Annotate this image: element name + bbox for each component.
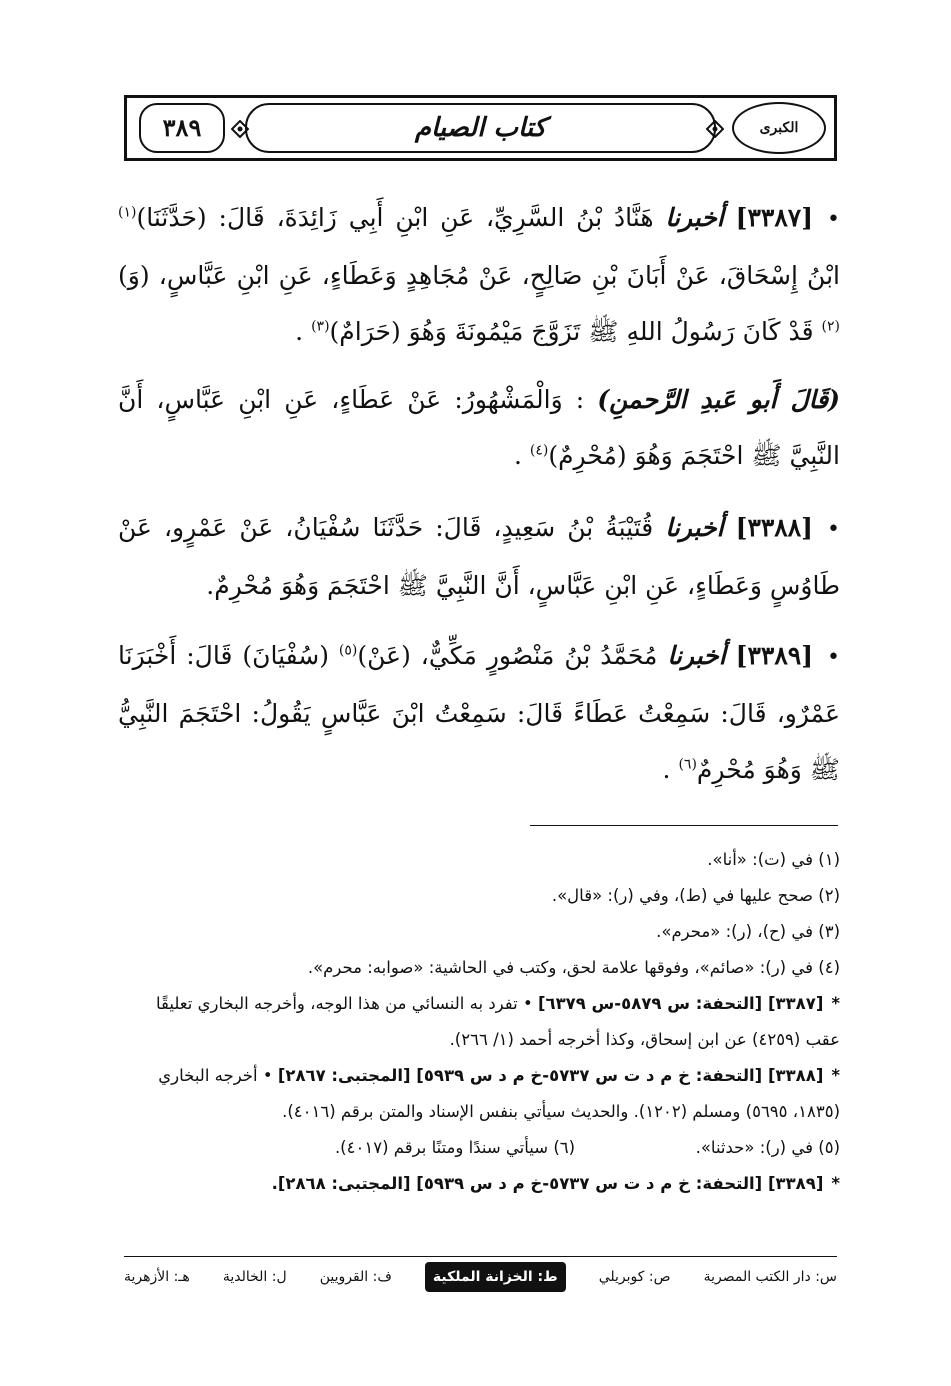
footnote-4: (٤) في (ر): «صائم»، وفوقها علامة لحق، وكتب في الحاشية: «صوابه: محرم». <box>307 958 840 977</box>
commentary-end: . <box>513 441 522 470</box>
footnote-ref: (٥) <box>338 642 358 659</box>
chapter-title: كتاب الصيام <box>414 113 547 143</box>
hadith-3388 <box>118 500 840 614</box>
footnote-3: (٣) في (ح)، (ر): «محرم». <box>656 922 840 941</box>
footnote-2: (٢) صحح عليها في (ط)، وفي (ر): «قال». <box>551 886 840 905</box>
emblem-label: الكبرى <box>759 120 799 136</box>
footnote-ref: (٤) <box>529 442 549 459</box>
footnote-5-6 <box>118 1130 840 1166</box>
footnotes <box>118 842 840 1202</box>
hadith-number: [٣٣٨٧] <box>735 203 814 232</box>
legend-divider <box>124 1256 837 1257</box>
hadith-end: . <box>662 755 671 784</box>
hadith-number: [٣٣٨٨] <box>735 513 813 542</box>
footnote-divider <box>530 825 838 826</box>
legend-item: ف: القرويين <box>319 1269 392 1285</box>
author-remark-label: (قَالَ أَبو عَبدِ الرَّحمنِ) <box>597 385 840 414</box>
commentary-3387 <box>118 372 840 484</box>
hadith-3387 <box>118 190 840 360</box>
legend-item: ل: الخالدية <box>222 1269 287 1285</box>
hadith-text: (سُفْيَانَ) قَالَ: أَخْبَرَنَا عَمْرٌو، قَالَ: سَمِعْتُ عَطَاءً قَالَ: سَمِعْتُ ابْنَ عَبَّاسٍ يَقُولُ: احْتَجَمَ النَّبِيُّ ﷺ وَهُوَ مُحْرِمٌ <box>118 641 840 784</box>
footnote-ref: (٣) <box>311 318 330 335</box>
footnote-ref: (٢) <box>821 318 840 335</box>
hadith-text: هَنَّادُ بْنُ السَّرِيِّ، عَنِ ابْنِ أَبِي زَائِدَةَ، قَالَ: (حَدَّثَنَا) <box>136 203 654 232</box>
manuscript-legend <box>124 1262 837 1292</box>
legend-item-highlighted: ط: الخزانة الملكية <box>425 1262 566 1292</box>
star-icon: * <box>831 1174 840 1193</box>
hadith-text: قَدْ كَانَ رَسُولُ اللهِ ﷺ تَزَوَّجَ مَيْمُونَةَ وَهُوَ (حَرَامٌ) <box>329 317 814 346</box>
takhrij-ref: [٣٣٨٨] [التحفة: خ م د ت س ٥٧٣٧-خ م د س ٥٩٣٩] [المجتبى: ٢٨٦٧] <box>277 1066 824 1085</box>
takhrij-text: • تفرد به النسائي من هذا الوجه، وأخرجه البخاري تعليقًا عقب (٤٢٥٩) عن ابن إسحاق، وكذا أخرجه أحمد (١/ ٢٦٦). <box>155 994 840 1049</box>
bullet-icon: • <box>827 207 841 232</box>
page-header-frame <box>124 95 837 161</box>
bullet-icon: • <box>827 517 840 542</box>
legend-item: ص: كوبريلي <box>598 1269 671 1285</box>
takhrij-text: • أخرجه البخاري (١٨٣٥، ٥٦٩٥) ومسلم (١٢٠٢). والحديث سيأتي بنفس الإسناد والمتن برقم (٤٠١٦). <box>158 1066 840 1121</box>
commentary-text: : وَالْمَشْهُورُ: عَنْ عَطَاءٍ، عَنِ ابْنِ عَبَّاسٍ، أَنَّ النَّبِيَّ ﷺ احْتَجَمَ وَهُوَ (مُحْرِمٌ) <box>118 385 840 470</box>
takhrij-ref: [٣٣٨٧] [التحفة: س ٥٨٧٩-س ٦٣٧٩] <box>537 994 824 1013</box>
bullet-icon: • <box>827 645 841 670</box>
footnote-ref: (١) <box>118 204 137 221</box>
legend-item: س: دار الكتب المصرية <box>703 1269 837 1285</box>
hadith-text: قُتَيْبَةُ بْنُ سَعِيدٍ، قَالَ: حَدَّثَنَا سُفْيَانُ، عَنْ عَمْرٍو، عَنْ طَاوُسٍ وَعَطَاءٍ، عَنِ ابْنِ عَبَّاسٍ، أَنَّ النَّبِيَّ ﷺ احْتَجَمَ وَهُوَ مُحْرِمٌ. <box>118 513 840 600</box>
takhrij-3389 <box>118 1166 840 1202</box>
footnote-ref: (٦) <box>678 756 697 773</box>
hadith-end: . <box>295 317 304 346</box>
takhrij-ref: [٣٣٨٩] [التحفة: خ م د ت س ٥٧٣٧-خ م د س ٥٩٣٩] [المجتبى: ٢٨٦٨]. <box>271 1174 824 1193</box>
footnote-1: (١) في (ت): «أنا». <box>707 850 840 869</box>
hadith-3389 <box>118 628 840 798</box>
footnote-5: (٥) في (ر): «حدثنا». <box>695 1138 840 1157</box>
akhbarana-label: أخبرنا <box>665 203 724 232</box>
footnote-6: (٦) سيأتي سندًا ومتنًا برقم (٤٠١٧). <box>334 1138 576 1157</box>
book-emblem <box>732 102 826 154</box>
star-icon: * <box>831 1066 840 1085</box>
knot-ornament-icon <box>231 120 249 138</box>
akhbarana-label: أخبرنا <box>665 513 724 542</box>
title-cartouche <box>245 103 716 153</box>
page-number: ٣٨٩ <box>139 103 225 153</box>
hadith-text: مُحَمَّدُ بْنُ مَنْصُورٍ مَكِّيٌّ، (عَنْ) <box>357 641 658 670</box>
takhrij-3388 <box>118 1058 840 1130</box>
hadith-number: [٣٣٨٩] <box>735 641 814 670</box>
legend-item: هـ: الأزهرية <box>124 1269 190 1285</box>
hadith-text: ابْنُ إِسْحَاقَ، عَنْ أَبَانَ بْنِ صَالِحٍ، عَنْ مُجَاهِدٍ وَعَطَاءٍ، عَنِ ابْنِ عَبَّاسٍ، (وَ) <box>118 261 840 290</box>
takhrij-3387 <box>118 986 840 1058</box>
star-icon: * <box>831 994 840 1013</box>
akhbarana-label: أخبرنا <box>667 641 726 670</box>
